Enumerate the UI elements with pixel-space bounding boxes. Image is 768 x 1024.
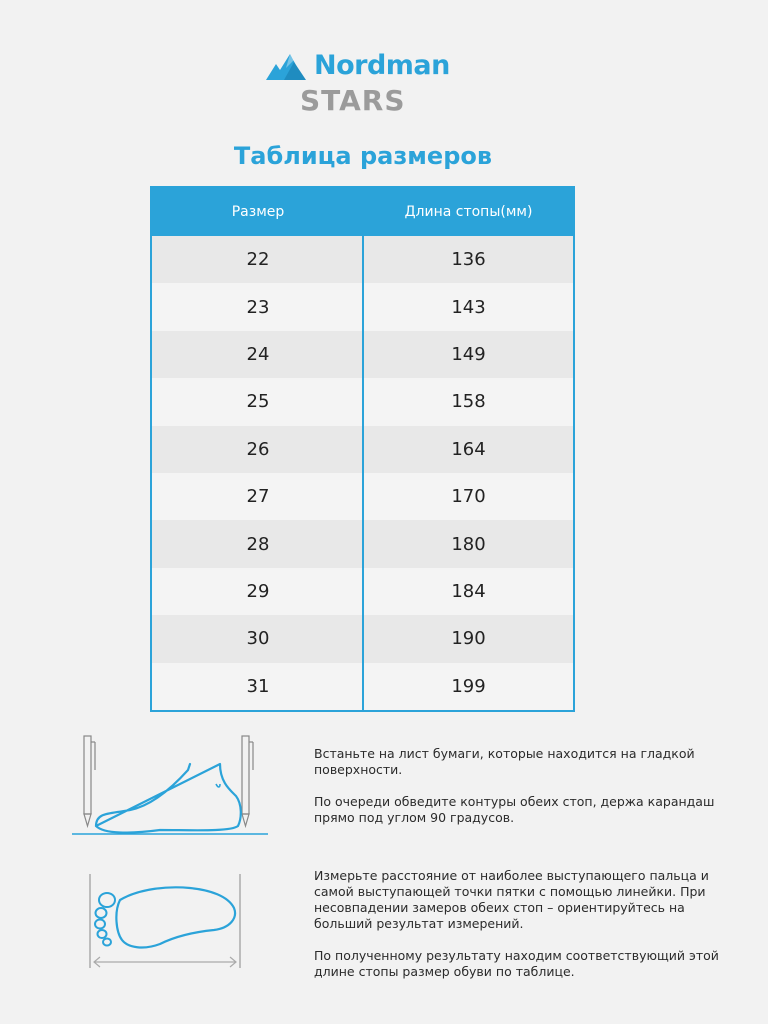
size-cell: 27 <box>246 486 270 508</box>
foot-outline-measure-icon <box>80 870 260 975</box>
brand-logo <box>0 48 768 118</box>
length-cell: 184 <box>451 580 486 602</box>
instruction-p3: Измерьте расстояние от наиболее выступающего пальца и самой выступающей точки пятки с помощью линейки. При несовпадении замеров обеих стоп – ориентируйтесь на больший результат измерений. <box>314 868 709 931</box>
brand-sub: STARS <box>300 84 406 117</box>
size-cell: 23 <box>246 296 270 318</box>
column-divider <box>362 236 364 710</box>
length-cell: 158 <box>451 391 486 413</box>
header-foot-length: Длина стопы(мм) <box>404 204 533 220</box>
length-cell: 190 <box>451 628 486 650</box>
size-cell: 22 <box>246 249 270 271</box>
length-cell: 143 <box>451 296 486 318</box>
instruction-p2: По очереди обведите контуры обеих стоп, держа карандаш прямо под углом 90 градусов. <box>314 794 715 825</box>
instructions-step-1 <box>314 746 734 842</box>
instructions-step-2 <box>314 868 734 996</box>
size-cell: 26 <box>246 438 270 460</box>
instruction-p4: По полученному результату находим соответствующий этой длине стопы размер обуви по таблице. <box>314 948 719 979</box>
length-cell: 149 <box>451 343 486 365</box>
size-cell: 25 <box>246 391 270 413</box>
length-cell: 180 <box>451 533 486 555</box>
size-cell: 31 <box>246 675 270 697</box>
size-cell: 24 <box>246 343 270 365</box>
size-cell: 28 <box>246 533 270 555</box>
mountain-logo-icon <box>266 50 312 80</box>
size-cell: 29 <box>246 580 270 602</box>
length-cell: 164 <box>451 438 486 460</box>
length-cell: 136 <box>451 249 486 271</box>
table-body <box>152 236 573 710</box>
foot-side-with-pencils-icon <box>70 730 270 842</box>
size-cell: 30 <box>246 628 270 650</box>
brand-name: Nordman <box>314 49 450 81</box>
length-cell: 199 <box>451 675 486 697</box>
page-title: Таблица размеров <box>233 142 493 170</box>
size-table <box>150 186 575 712</box>
length-cell: 170 <box>451 486 486 508</box>
table-header <box>152 188 573 236</box>
logo-main <box>266 48 450 82</box>
header-size: Размер <box>231 204 285 220</box>
instruction-p1: Встаньте на лист бумаги, которые находится на гладкой поверхности. <box>314 746 695 777</box>
